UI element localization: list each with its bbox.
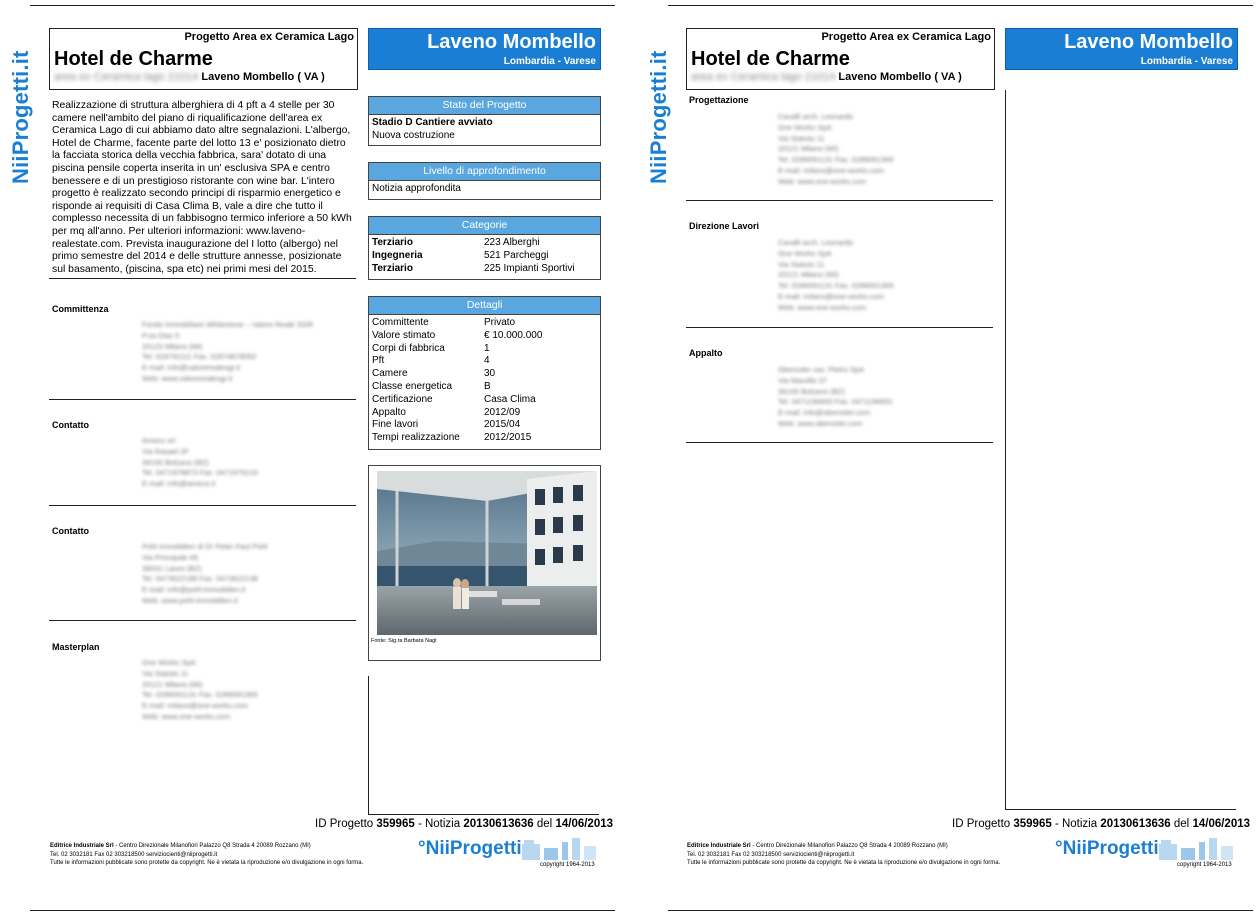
project-stage: Stadio D Cantiere avviato xyxy=(372,117,493,128)
section-label-appalto: Appalto xyxy=(689,348,723,358)
dettaglio-row: Camere 30 xyxy=(372,368,496,380)
top-rule xyxy=(30,5,615,6)
dettaglio-row: Corpi di fabbrica 1 xyxy=(372,342,490,354)
project-description: Realizzazione di struttura alberghiera di 4 pft a 4 stelle per 30 camere nell'ambito del piano di riqualificazione dell'area ex Ceramica Lago di cui abbiamo dato altre segnalazioni. L'albergo, Hotel de Charme, facente parte del lotto 13 e' posizionato dietro la facciata storica della vecchia fabbrica, sara' dotato di una piscina pensile coperta inserita in un' esclusiva SPA e centro benessere e di un prestigioso ristorante con wine bar. L'intero progetto è realizzato secondo principi di risparmio energetico e risponde ai requisiti di Casa Clima B, vale a dire che tutto il complesso necessita di un fabbisogno termico inferiore a 50 kWh per mq all'anno. Per ulteriori informazioni: www.laveno-realestate.com. Prevista inaugurazione del I lotto (albergo) nel primo semestre del 2014 e delle strutture annesse, posizionate sul basamento, (piscina, spa etc) nei primi mesi del 2015. xyxy=(52,100,352,275)
dettaglio-row: Pft 4 xyxy=(372,355,490,367)
panel-stato xyxy=(368,96,601,146)
city-name: Laveno Mombello xyxy=(427,31,596,53)
section-label-contatto-2: Contatto xyxy=(52,526,89,536)
categoria-row: Ingegneria 521 Parcheggi xyxy=(372,249,549,261)
bottom-rule xyxy=(30,910,615,911)
contact-block-direzione-lavori: Cavalli arch. Leonardo One Works SpA Via Statuto 11 20121 Milano (MI) Tel. 0289091131 Fax. 0289091369 E-mail: milano@one-works.com Web: www.one-works.com xyxy=(778,238,894,312)
panel-categorie xyxy=(368,216,601,280)
project-title: Hotel de Charme xyxy=(691,48,850,70)
section-label-direzione-lavori: Direzione Lavori xyxy=(689,221,760,231)
project-header xyxy=(686,28,995,90)
section-label-contatto: Contatto xyxy=(52,420,89,430)
divider xyxy=(1005,809,1236,810)
city-name: Laveno Mombello xyxy=(1064,31,1233,53)
region-name: Lombardia - Varese xyxy=(1140,56,1233,67)
livello-value: Notizia approfondita xyxy=(372,183,461,194)
panel-dettagli xyxy=(368,296,601,450)
top-rule xyxy=(668,5,1253,6)
copyright-text: copyright 1964-2013 xyxy=(540,862,595,868)
footer-info: Editrice Industriale Srl - Centro Direzionale Milanofiori Palazzo Q8 Strada 4 20089 Rozzano (MI) Tel. 02 3032181 Fax 02 303218500 serviziocienti@niiprogetti.it Tutte le informazioni pubblicate sono protette da copyright. Ne è vietata la riproduzione e/o divulgazione in ogni forma. xyxy=(687,843,1001,866)
region-name: Lombardia - Varese xyxy=(503,56,596,67)
location-box xyxy=(1005,28,1238,70)
divider xyxy=(686,327,993,328)
categoria-row: Terziario 223 Alberghi xyxy=(372,237,540,248)
location-box xyxy=(368,28,601,70)
niiprogetti-logo[interactable]: °NiiProgetti xyxy=(418,838,522,859)
project-address xyxy=(54,71,325,83)
image-credit: Fonte: Sig.ra Barbara Nagl xyxy=(371,638,437,644)
divider xyxy=(49,505,356,506)
divider xyxy=(49,278,356,279)
dettaglio-row: Committente Privato xyxy=(372,317,516,328)
image-panel xyxy=(368,465,601,661)
address-place: Laveno Mombello ( VA ) xyxy=(201,71,325,83)
city-skyline-icon xyxy=(1159,836,1235,860)
contact-block-masterplan: One Works SpA Via Statuto 11 20121 Milano (MI) Tel. 0289091131 Fax. 0289091369 E-mail: milano@one-works.com Web: www.one-works.com xyxy=(142,658,258,721)
vertical-rule xyxy=(368,676,369,815)
section-label-masterplan: Masterplan xyxy=(52,642,100,652)
address-blurred: area ex Ceramica lago 21014 xyxy=(54,71,199,83)
section-label-progettazione: Progettazione xyxy=(689,95,749,105)
contact-block-appalto: Oberosler cav. Pietro SpA Via Macello 37 39100 Bolzano (BZ) Tel. 0471196600 Fax. 0471196691 E-mail: info@oberosler.com Web: www.oberosler.com xyxy=(778,365,893,428)
dettaglio-row: Fine lavori 2015/04 xyxy=(372,419,521,431)
panel-dettagli-heading: Dettagli xyxy=(369,297,600,315)
panel-stato-heading: Stato del Progetto xyxy=(369,97,600,115)
panel-categorie-heading: Categorie xyxy=(369,217,600,235)
address-blurred: area ex Ceramica lago 21014 xyxy=(691,71,836,83)
panel-livello-heading: Livello di approfondimento xyxy=(369,163,600,181)
divider xyxy=(49,399,356,400)
vertical-rule xyxy=(1005,90,1006,810)
dettaglio-row: Tempi realizzazione 2012/2015 xyxy=(372,432,532,444)
project-area: Progetto Area ex Ceramica Lago xyxy=(821,31,991,43)
dettaglio-row: Appalto 2012/09 xyxy=(372,406,521,418)
contact-block-committenza: Fondo Immobiliare Whitestone – Valore Reale SGR P.za Diaz 5 20123 Milano (MI) Tel. 028791111 Fax. 02874878050 E-mail: info@valorerealesgr.it Web: www.valorerealesgr.it xyxy=(142,320,314,383)
bottom-rule xyxy=(668,910,1253,911)
categoria-row: Terziario 225 Impianti Sportivi xyxy=(372,262,575,274)
brand-vertical-logo[interactable]: NiiProgetti.it xyxy=(8,50,33,184)
project-address xyxy=(691,71,962,83)
hotel-rendering-image xyxy=(377,471,597,635)
copyright-text: copyright 1964-2013 xyxy=(1177,862,1232,868)
project-type: Nuova costruzione xyxy=(372,129,455,141)
panel-livello xyxy=(368,162,601,200)
project-area: Progetto Area ex Ceramica Lago xyxy=(184,31,354,43)
dettaglio-row: Valore stimato € 10.000.000 xyxy=(372,329,543,341)
project-header xyxy=(49,28,358,90)
contact-block-contatto-2: Pohl Immobilien di Dr Peter Paul Pohl Via Principale 66 39031 Laces (BZ) Tel. 0473622188 Fax. 0473622138 E-mail: info@pohl-immobilien.it Web: www.pohl-immobilien.it xyxy=(142,542,268,605)
address-place: Laveno Mombello ( VA ) xyxy=(838,71,962,83)
section-label-committenza: Committenza xyxy=(52,304,109,314)
footer-project-id: ID Progetto 359965 - Notizia 20130613636 del 14/06/2013 xyxy=(952,818,1251,830)
footer-project-id: ID Progetto 359965 - Notizia 20130613636 del 14/06/2013 xyxy=(315,818,614,830)
footer-info: Editrice Industriale Srl - Centro Direzionale Milanofiori Palazzo Q8 Strada 4 20089 Rozzano (MI) Tel. 02 3032181 Fax 02 303218500 serviziocienti@niiprogetti.it Tutte le informazioni pubblicate sono protette da copyright. Ne è vietata la riproduzione e/o divulgazione in ogni forma. xyxy=(50,843,364,866)
dettaglio-row: Classe energetica B xyxy=(372,380,491,392)
niiprogetti-logo[interactable]: °NiiProgetti xyxy=(1055,838,1159,859)
divider xyxy=(686,442,993,443)
divider xyxy=(686,200,993,201)
divider xyxy=(368,814,599,815)
divider xyxy=(49,620,356,621)
contact-block-progettazione: Cavalli arch. Leonardo One Works SpA Via Statuto 11 20121 Milano (MI) Tel. 0289091131 Fax. 0289091369 E-mail: milano@one-works.com Web: www.one-works.com xyxy=(778,112,894,186)
brand-vertical-logo[interactable]: NiiProgetti.it xyxy=(646,50,671,184)
project-title: Hotel de Charme xyxy=(54,48,213,70)
city-skyline-icon xyxy=(522,836,598,860)
dettaglio-row: Certificazione Casa Clima xyxy=(372,393,536,405)
contact-block-contatto-1: Ameco srl Via Rasael 2F 39100 Bolzano (BZ) Tel. 0471978873 Fax. 0471975216 E-mail: info@ameco.it xyxy=(142,436,258,489)
